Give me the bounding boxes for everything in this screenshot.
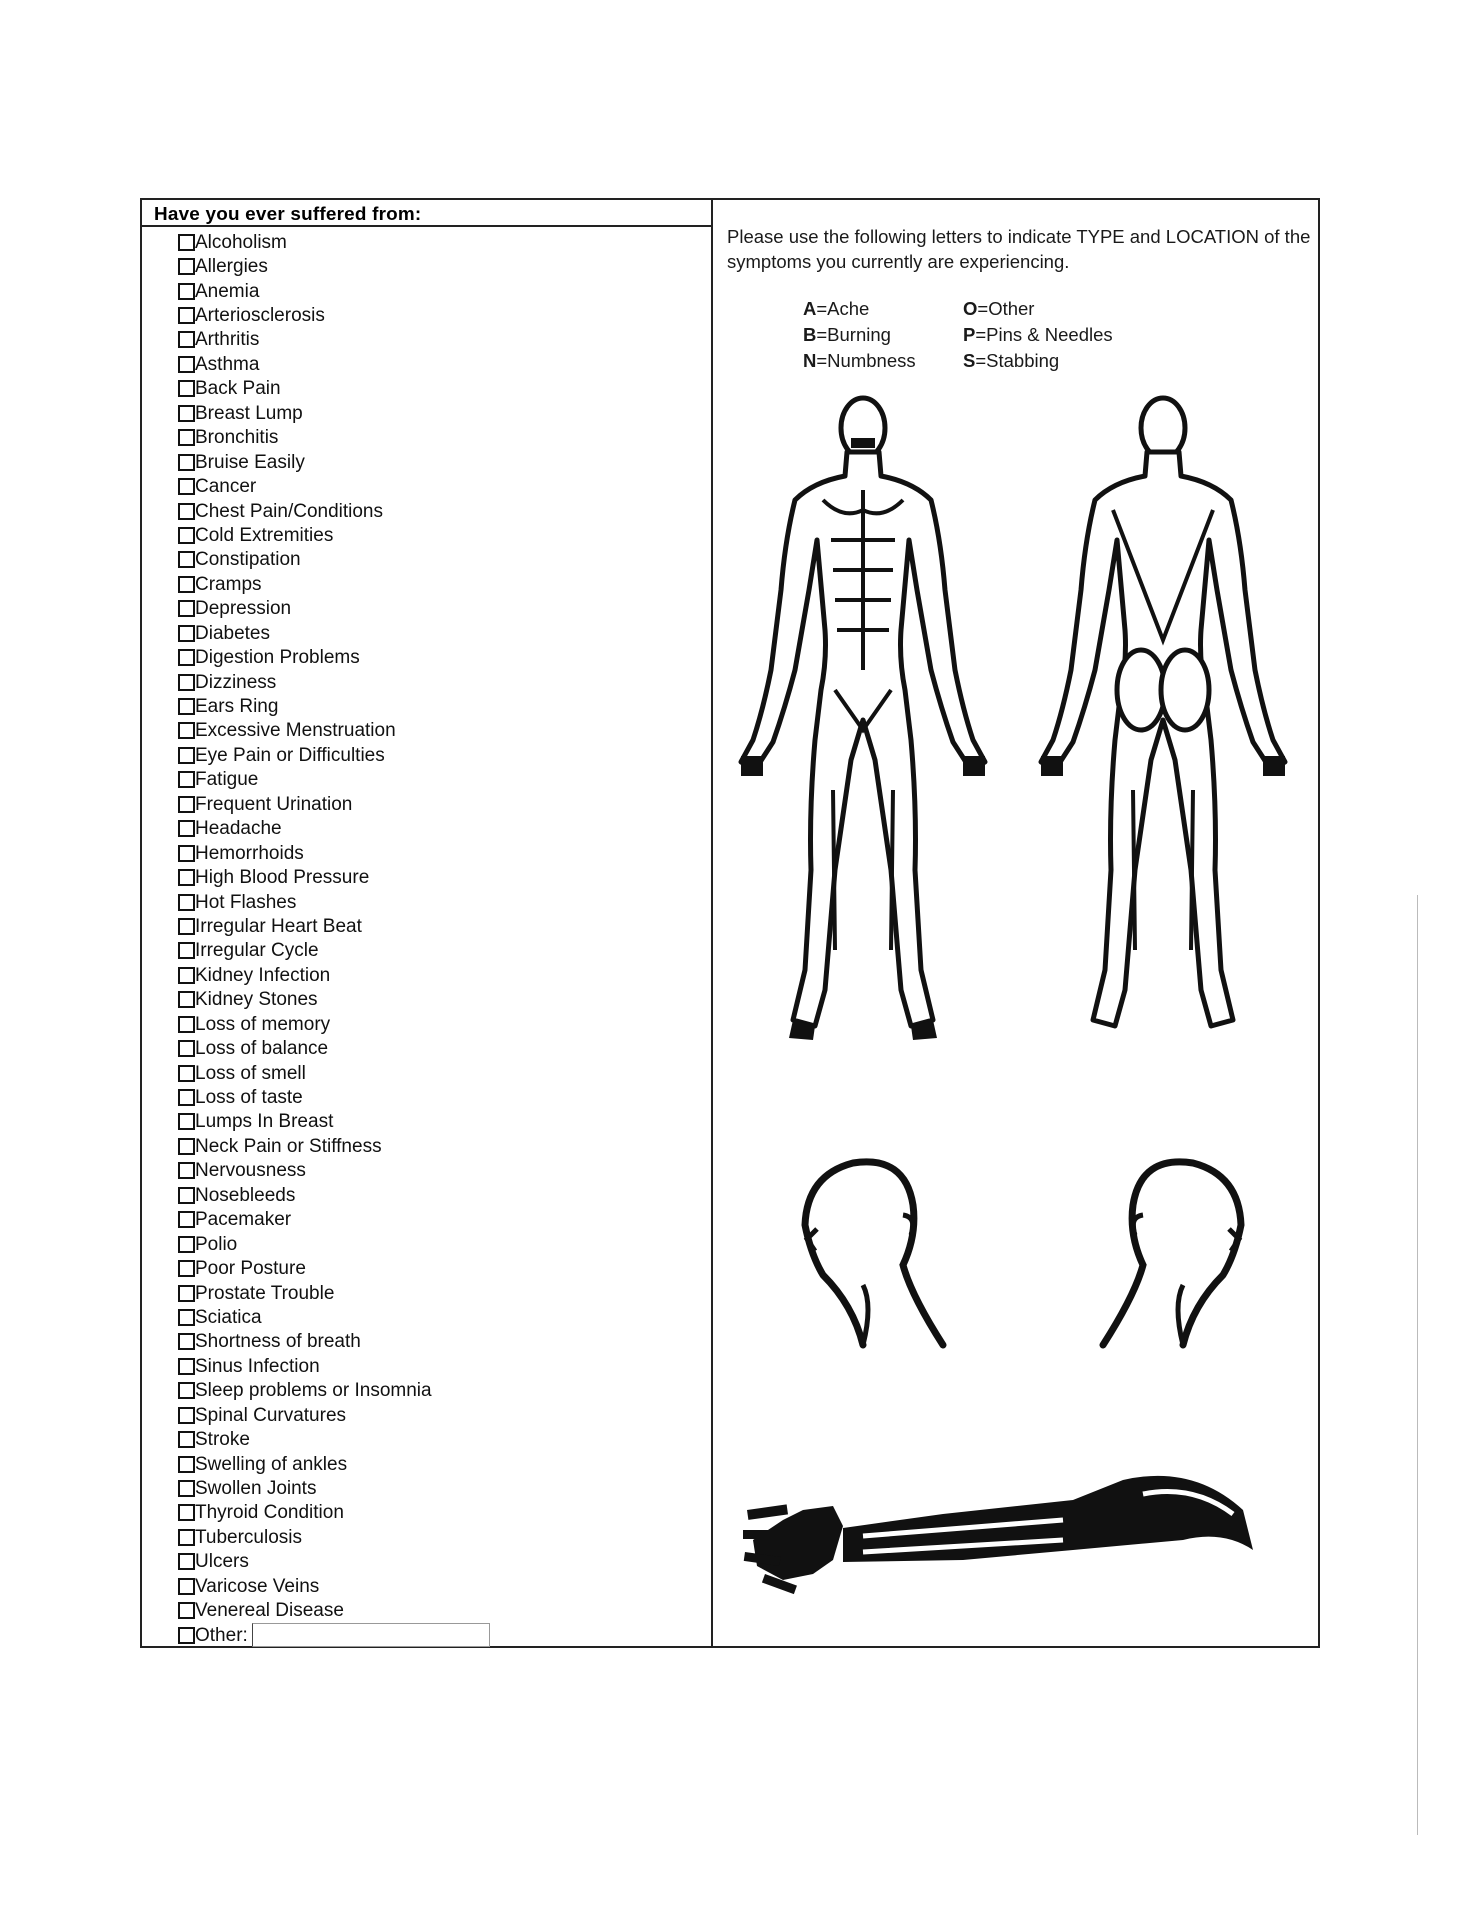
head-side-right-figure[interactable] (1093, 1155, 1253, 1355)
condition-item (178, 1574, 490, 1598)
condition-label: Allergies (195, 256, 268, 278)
condition-checkbox[interactable] (178, 1333, 195, 1350)
condition-label: Spinal Curvatures (195, 1404, 347, 1426)
condition-label: Irregular Cycle (195, 940, 319, 962)
condition-item (178, 597, 490, 621)
condition-checkbox[interactable] (178, 1407, 195, 1424)
condition-item (178, 450, 490, 474)
legend-item-burning: B=Burning (803, 324, 891, 345)
condition-label: Loss of taste (195, 1087, 303, 1109)
condition-label: Kidney Infection (195, 964, 331, 986)
condition-checkbox[interactable] (178, 1113, 195, 1130)
other-text-field[interactable] (252, 1623, 490, 1647)
condition-checkbox[interactable] (178, 429, 195, 446)
condition-label: Cramps (195, 573, 262, 595)
condition-label: Sleep problems or Insomnia (195, 1380, 432, 1402)
condition-label: Neck Pain or Stiffness (195, 1135, 382, 1157)
condition-checkbox[interactable] (178, 1358, 195, 1375)
condition-checkbox[interactable] (178, 551, 195, 568)
condition-checkbox[interactable] (178, 1236, 195, 1253)
condition-checkbox[interactable] (178, 1602, 195, 1619)
condition-item (178, 1159, 490, 1183)
condition-label: Venereal Disease (195, 1600, 344, 1622)
body-front-figure[interactable] (723, 390, 1003, 1050)
condition-label: Bruise Easily (195, 451, 305, 473)
condition-label: Loss of smell (195, 1062, 306, 1084)
body-back-figure[interactable] (1023, 390, 1303, 1050)
condition-label: Anemia (195, 280, 260, 302)
condition-label: Hemorrhoids (195, 842, 304, 864)
condition-item (178, 1061, 490, 1085)
condition-label: Tuberculosis (195, 1526, 303, 1548)
condition-checkbox[interactable] (178, 1309, 195, 1326)
condition-label: Breast Lump (195, 402, 303, 424)
condition-item (178, 303, 490, 327)
instructions-text: Please use the following letters to indicate TYPE and LOCATION of the symptoms you currently are experiencing. (727, 226, 1311, 272)
condition-item (178, 1110, 490, 1134)
condition-item (178, 1403, 490, 1427)
condition-item (178, 1036, 490, 1060)
condition-checkbox[interactable] (178, 869, 195, 886)
condition-checkbox[interactable] (178, 722, 195, 739)
condition-checkbox[interactable] (178, 1138, 195, 1155)
condition-item (178, 572, 490, 596)
condition-checkbox[interactable] (178, 454, 195, 471)
condition-label: High Blood Pressure (195, 867, 370, 889)
condition-item (178, 1427, 490, 1451)
condition-label: Back Pain (195, 378, 281, 400)
condition-label: Ulcers (195, 1551, 249, 1573)
condition-label: Frequent Urination (195, 793, 353, 815)
condition-checkbox[interactable] (178, 331, 195, 348)
condition-checkbox[interactable] (178, 1040, 195, 1057)
condition-label: Bronchitis (195, 427, 279, 449)
condition-checkbox[interactable] (178, 1211, 195, 1228)
condition-item (178, 401, 490, 425)
condition-checkbox[interactable] (178, 1480, 195, 1497)
condition-checkbox[interactable] (178, 1016, 195, 1033)
condition-checkbox[interactable] (178, 503, 195, 520)
condition-label: Cold Extremities (195, 524, 334, 546)
condition-checkbox[interactable] (178, 1285, 195, 1302)
condition-label: Arteriosclerosis (195, 305, 325, 327)
condition-label: Thyroid Condition (195, 1502, 344, 1524)
condition-item-other (178, 1623, 490, 1647)
condition-label: Dizziness (195, 671, 277, 693)
condition-checkbox[interactable] (178, 967, 195, 984)
condition-label: Chest Pain/Conditions (195, 500, 383, 522)
condition-checkbox[interactable] (178, 625, 195, 642)
condition-item (178, 1379, 490, 1403)
condition-label: Prostate Trouble (195, 1282, 335, 1304)
condition-item (178, 499, 490, 523)
condition-item (178, 1256, 490, 1280)
legend-item-pins-needles: P=Pins & Needles (963, 324, 1113, 345)
condition-checkbox[interactable] (178, 380, 195, 397)
condition-item (178, 841, 490, 865)
condition-label: Sinus Infection (195, 1355, 320, 1377)
other-label: Other: (195, 1624, 248, 1646)
condition-checkbox[interactable] (178, 698, 195, 715)
condition-checkbox[interactable] (178, 1578, 195, 1595)
condition-item (178, 1330, 490, 1354)
other-checkbox[interactable] (178, 1627, 195, 1644)
condition-item (178, 254, 490, 278)
condition-label: Cancer (195, 476, 257, 498)
condition-checkbox[interactable] (178, 576, 195, 593)
condition-label: Loss of memory (195, 1013, 331, 1035)
condition-label: Irregular Heart Beat (195, 915, 362, 937)
condition-label: Lumps In Breast (195, 1111, 334, 1133)
condition-checkbox[interactable] (178, 845, 195, 862)
condition-item (178, 621, 490, 645)
legend-item-numbness: N=Numbness (803, 350, 916, 371)
condition-item (178, 230, 490, 254)
condition-item (178, 1525, 490, 1549)
condition-item (178, 352, 490, 376)
legend-column-right (963, 296, 1113, 374)
condition-label: Stroke (195, 1429, 250, 1451)
condition-checkbox[interactable] (178, 527, 195, 544)
condition-label: Swollen Joints (195, 1478, 317, 1500)
arm-figure[interactable] (743, 1470, 1263, 1610)
condition-label: Nervousness (195, 1160, 306, 1182)
condition-item (178, 1183, 490, 1207)
condition-label: Asthma (195, 353, 260, 375)
condition-checkbox[interactable] (178, 307, 195, 324)
condition-item (178, 328, 490, 352)
condition-label: Shortness of breath (195, 1331, 361, 1353)
legend-column-left (803, 296, 916, 374)
condition-label: Polio (195, 1233, 238, 1255)
condition-checkbox[interactable] (178, 1187, 195, 1204)
scan-artifact-line (1417, 895, 1418, 1835)
condition-label: Alcoholism (195, 231, 287, 253)
condition-label: Eye Pain or Difficulties (195, 744, 385, 766)
condition-checkbox[interactable] (178, 771, 195, 788)
condition-checkbox[interactable] (178, 1089, 195, 1106)
condition-checkbox[interactable] (178, 991, 195, 1008)
condition-item (178, 914, 490, 938)
legend-item-ache: A=Ache (803, 298, 870, 319)
condition-list (178, 230, 490, 1647)
condition-item (178, 1208, 490, 1232)
condition-checkbox[interactable] (178, 1382, 195, 1399)
condition-item (178, 719, 490, 743)
condition-label: Excessive Menstruation (195, 720, 396, 742)
condition-label: Arthritis (195, 329, 260, 351)
condition-item (178, 670, 490, 694)
condition-item (178, 817, 490, 841)
legend-item-stabbing: S=Stabbing (963, 350, 1060, 371)
condition-label: Swelling of ankles (195, 1453, 348, 1475)
condition-checkbox[interactable] (178, 747, 195, 764)
condition-item (178, 523, 490, 547)
condition-label: Hot Flashes (195, 891, 297, 913)
condition-checkbox[interactable] (178, 1431, 195, 1448)
condition-label: Kidney Stones (195, 989, 318, 1011)
condition-label: Poor Posture (195, 1258, 306, 1280)
condition-item (178, 743, 490, 767)
condition-item (178, 1550, 490, 1574)
condition-checkbox[interactable] (178, 478, 195, 495)
condition-checkbox[interactable] (178, 1162, 195, 1179)
health-history-form (140, 198, 1320, 1648)
conditions-column (142, 200, 711, 1646)
condition-item (178, 1232, 490, 1256)
condition-checkbox[interactable] (178, 1553, 195, 1570)
condition-item (178, 768, 490, 792)
condition-checkbox[interactable] (178, 1065, 195, 1082)
condition-label: Sciatica (195, 1306, 262, 1328)
condition-label: Ears Ring (195, 696, 279, 718)
condition-item (178, 865, 490, 889)
condition-checkbox[interactable] (178, 820, 195, 837)
condition-item (178, 1354, 490, 1378)
condition-item (178, 890, 490, 914)
condition-checkbox[interactable] (178, 283, 195, 300)
condition-checkbox[interactable] (178, 1456, 195, 1473)
title-rule (142, 225, 711, 227)
condition-checkbox[interactable] (178, 894, 195, 911)
condition-item (178, 694, 490, 718)
condition-item (178, 1012, 490, 1036)
condition-item (178, 548, 490, 572)
condition-checkbox[interactable] (178, 405, 195, 422)
condition-label: Nosebleeds (195, 1184, 296, 1206)
condition-item (178, 1599, 490, 1623)
symptom-diagram-column (713, 200, 1318, 1646)
condition-label: Headache (195, 818, 282, 840)
condition-item (178, 792, 490, 816)
condition-item (178, 377, 490, 401)
condition-item (178, 1452, 490, 1476)
condition-checkbox[interactable] (178, 1260, 195, 1277)
condition-label: Diabetes (195, 622, 270, 644)
condition-item (178, 1501, 490, 1525)
condition-checkbox[interactable] (178, 1529, 195, 1546)
condition-checkbox[interactable] (178, 356, 195, 373)
head-side-left-figure[interactable] (793, 1155, 953, 1355)
condition-item (178, 1134, 490, 1158)
condition-checkbox[interactable] (178, 649, 195, 666)
condition-label: Digestion Problems (195, 647, 360, 669)
condition-checkbox[interactable] (178, 600, 195, 617)
condition-label: Fatigue (195, 769, 259, 791)
condition-checkbox[interactable] (178, 918, 195, 935)
condition-checkbox[interactable] (178, 942, 195, 959)
condition-checkbox[interactable] (178, 258, 195, 275)
section-title: Have you ever suffered from: (154, 204, 422, 224)
condition-item (178, 474, 490, 498)
condition-item (178, 1281, 490, 1305)
condition-item (178, 426, 490, 450)
condition-checkbox[interactable] (178, 234, 195, 251)
condition-item (178, 939, 490, 963)
condition-checkbox[interactable] (178, 796, 195, 813)
condition-item (178, 1085, 490, 1109)
condition-checkbox[interactable] (178, 1504, 195, 1521)
legend-item-other: O=Other (963, 298, 1035, 319)
condition-label: Pacemaker (195, 1209, 292, 1231)
condition-item (178, 988, 490, 1012)
condition-item (178, 1476, 490, 1500)
condition-label: Constipation (195, 549, 301, 571)
condition-item (178, 279, 490, 303)
condition-label: Loss of balance (195, 1038, 329, 1060)
condition-item (178, 1305, 490, 1329)
condition-item (178, 645, 490, 669)
condition-label: Depression (195, 598, 292, 620)
condition-item (178, 963, 490, 987)
condition-label: Varicose Veins (195, 1575, 320, 1597)
condition-checkbox[interactable] (178, 674, 195, 691)
